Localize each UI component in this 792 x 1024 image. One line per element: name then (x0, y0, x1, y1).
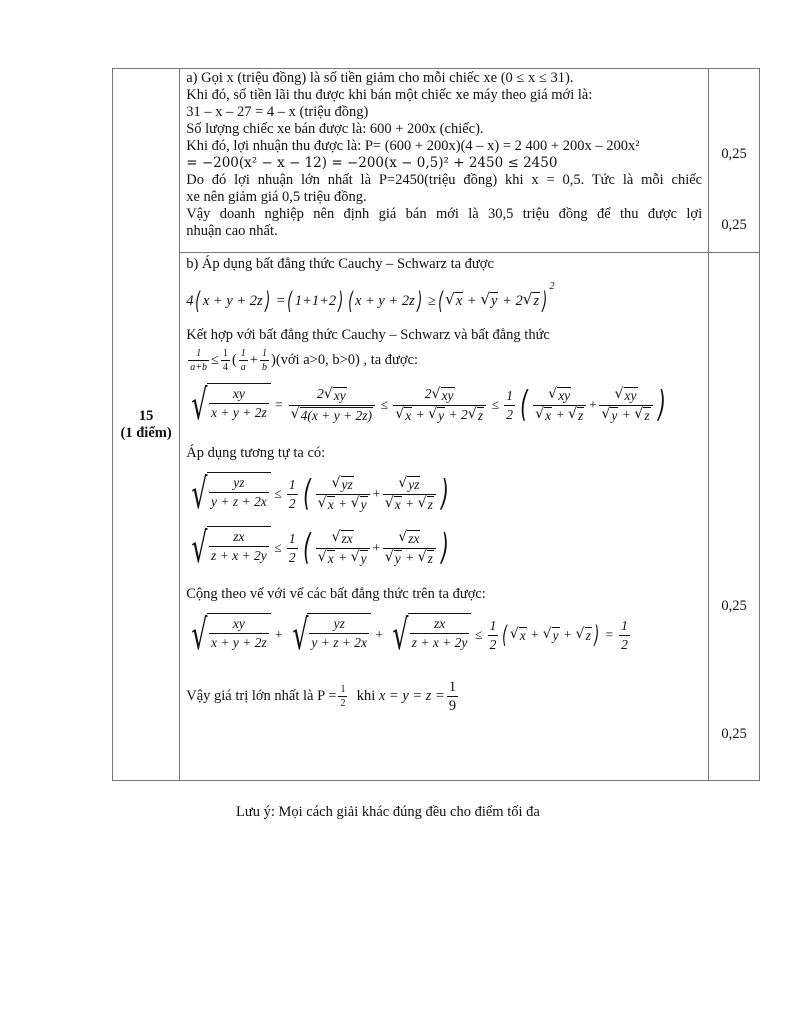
part-a-line: a) Gọi x (triệu đồng) là số tiền giảm cho mỗi chiếc xe (0 ≤ x ≤ 31). (186, 70, 574, 86)
score-cell-a (709, 69, 760, 253)
part-b-intro: b) Áp dụng bất đẳng thức Cauchy – Schwarz ta được (186, 256, 494, 272)
score-value: 0,25 (721, 146, 747, 162)
equation-zx: √ $\frac{zx}{z + x + 2y}$ ≤ $\frac{1}{2}$ ( √ zx √ x + √ y + √ zx √ y + √ z ) (191, 523, 449, 572)
question-cell (113, 69, 180, 781)
equation-cauchy: 4 ( x + y + 2z ) = ( 1+1+2 ) ( x + y + 2z ) ≥ ( √ x + √ y + 2 √ z ) $^2$ (186, 281, 555, 315)
similar-text: Áp dụng tương tự ta có: (186, 445, 326, 461)
part-a-line: Vậy doanh nghiệp nên định giá bán mới là 30,5 triệu đồng để thu được lợi (186, 206, 703, 222)
part-a-line: Khi đó, lợi nhuận thu được là: P= (600 + 200x)(4 – x) = 2 400 + 200x – 200x² (186, 138, 640, 154)
question-number: 15 (138, 407, 154, 424)
score-cell-b (709, 253, 760, 781)
combine-text: Kết hợp với bất đẳng thức Cauchy – Schwarz và bất đẳng thức (186, 327, 550, 343)
part-a-line: xe nên giảm giá 0,5 triệu đồng. (186, 189, 367, 205)
part-a-line: Khi đó, số tiền lãi thu được khi bán một chiếc xe máy theo giá mới là: (186, 87, 593, 103)
part-a-line: 31 – x – 27 = 4 – x (triệu đồng) (186, 104, 369, 120)
when-text: khi (356, 688, 376, 704)
score-value: 0,25 (721, 726, 747, 742)
add-text: Cộng theo vế với vế các bất đẳng thức trên ta được: (186, 586, 486, 602)
equation-harmonic: $\frac{1}{a+b}$ ≤ $\frac{1}{4}$ ( $\frac{1}{a}$ + $\frac{1}{b}$ ) (với a>0, b>0) , ta được: (190, 348, 419, 373)
part-b-content (180, 253, 709, 781)
question-points: (1 điểm) (120, 424, 172, 441)
part-a-content (180, 69, 709, 253)
part-a-line: = −200(x² − x − 12) = −200(x − 0,5)² + 2450 ≤ 2450 (186, 155, 558, 171)
solution-table (112, 68, 760, 781)
part-a-line: Do đó lợi nhuận lớn nhất là P=2450(triệu đồng) khi x = 0,5. Tức là mỗi chiếc (186, 172, 703, 188)
condition-text: (với a>0, b>0) , ta được: (275, 352, 419, 368)
conclusion-line: Vậy giá trị lớn nhất là P = $\frac{1}{2}$ khi x = y = z = $\frac{1}{9}$ (186, 679, 457, 714)
part-a-line: Số lượng chiếc xe bán được là: 600 + 200x (chiếc). (186, 121, 484, 137)
part-a-line: nhuận cao nhất. (186, 223, 278, 239)
part-b-row (113, 253, 760, 781)
equality-text: x = y = z = (378, 688, 445, 704)
equation-yz: √ $\frac{yz}{y + z + 2x}$ ≤ $\frac{1}{2}$ ( √ yz √ x + √ y + √ yz √ x + √ z ) (191, 469, 449, 518)
score-value: 0,25 (721, 598, 747, 614)
equation-main: √ $\frac{xy}{x + y + 2z}$ = 2 √ xy √ 4(x + y + 2z) ≤ 2 √ xy √ x + √ y + 2 √ z ≤ $\frac{1}{2}$ ( √ xy √ x + √ z + √ xy √ y + √ z ) (191, 380, 666, 429)
footnote: Lưu ý: Mọi cách giải khác đúng đều cho điểm tối đa (236, 804, 540, 820)
part-a-row (113, 69, 760, 253)
score-value: 0,25 (721, 217, 747, 233)
equation-sum: √ $\frac{xy}{x + y + 2z}$ + √ $\frac{yz}{y + z + 2x}$ + √ $\frac{zx}{z + x + 2y}$ ≤ $\frac{1}{2}$ ( √ x + √ y + √ z ) = $\frac{1}{2}$ (191, 610, 628, 659)
conclusion-text: Vậy giá trị lớn nhất là P = (186, 688, 337, 704)
